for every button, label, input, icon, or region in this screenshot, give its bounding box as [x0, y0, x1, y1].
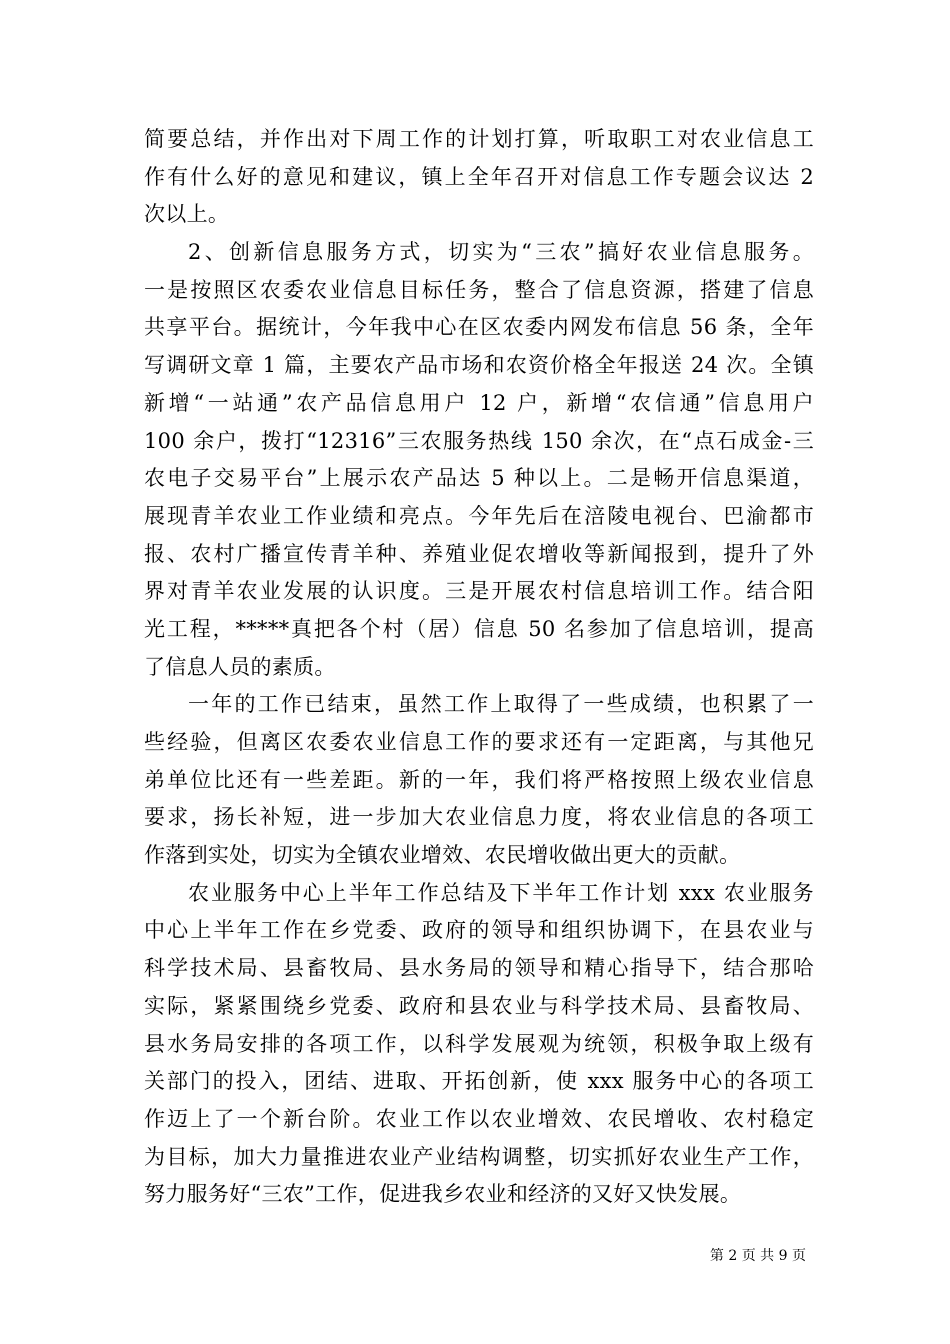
text-line: 科学技术局、县畜牧局、县水务局的领导和精心指导下，结合那哈 [144, 956, 814, 981]
text-line: 县水务局安排的各项工作，以科学发展观为统领，积极争取上级有 [144, 1031, 814, 1056]
text-line: 要求，扬长补短，进一步加大农业信息力度，将农业信息的各项工 [144, 805, 814, 830]
text-line: 展现青羊农业工作业绩和亮点。今年先后在涪陵电视台、巴渝都市 [144, 503, 814, 528]
text-line: 关部门的投入，团结、进取、开拓创新，使 xxx 服务中心的各项工 [144, 1069, 814, 1094]
text-line: 100 余户，拨打“12316”三农服务热线 150 余次，在“点石成金-三 [144, 428, 814, 453]
page-number-footer: 第 2 页 共 9 页 [709, 1248, 806, 1264]
text-line: 努力服务好“三农”工作，促进我乡农业和经济的又好又快发展。 [144, 1182, 742, 1207]
text-line: 报、农村广播宣传青羊种、养殖业促农增收等新闻报到，提升了外 [144, 541, 814, 566]
text-line: 作落到实处，切实为全镇农业增效、农民增收做出更大的贡献。 [144, 843, 741, 868]
text-line: 界对青羊农业发展的认识度。三是开展农村信息培训工作。结合阳 [144, 579, 814, 604]
text-line: 共享平台。据统计，今年我中心在区农委内网发布信息 56 条，全年 [144, 315, 814, 340]
text-line: 些经验，但离区农委农业信息工作的要求还有一定距离，与其他兄 [144, 730, 814, 754]
text-line: 一是按照区农委农业信息目标任务，整合了信息资源，搭建了信息 [144, 277, 814, 302]
text-line: 2、创新信息服务方式，切实为“三农”搞好农业信息服务。 [188, 240, 814, 265]
text-line: 农电子交易平台”上展示农产品达 5 种以上。二是畅开信息渠道， [144, 466, 814, 491]
text-line: 作有什么好的意见和建议，镇上全年召开对信息工作专题会议达 2 [144, 164, 814, 189]
text-line: 农业服务中心上半年工作总结及下半年工作计划 xxx 农业服务 [188, 880, 814, 905]
text-line: 实际，紧紧围绕乡党委、政府和县农业与科学技术局、县畜牧局、 [144, 993, 814, 1018]
text-line: 简要总结，并作出对下周工作的计划打算，听取职工对农业信息工 [144, 127, 814, 151]
text-line: 为目标，加大力量推进农业产业结构调整，切实抓好农业生产工作， [144, 1144, 814, 1169]
text-line: 作迈上了一个新台阶。农业工作以农业增效、农民增收、农村稳定 [144, 1106, 814, 1131]
text-line: 了信息人员的素质。 [144, 654, 336, 679]
document-body [144, 121, 814, 1214]
text-line: 次以上。 [144, 202, 230, 227]
text-line: 新增“一站通”农产品信息用户 12 户，新增“农信通”信息用户 [144, 390, 814, 415]
text-line: 弟单位比还有一些差距。新的一年，我们将严格按照上级农业信息 [144, 767, 814, 792]
text-line: 光工程，*****真把各个村（居）信息 50 名参加了信息培训，提高 [144, 616, 814, 641]
text-line: 中心上半年工作在乡党委、政府的领导和组织协调下，在县农业与 [144, 918, 814, 943]
text-line: 一年的工作已结束，虽然工作上取得了一些成绩，也积累了一 [188, 692, 814, 717]
text-line: 写调研文章 1 篇，主要农产品市场和农资价格全年报送 24 次。全镇 [144, 353, 814, 378]
